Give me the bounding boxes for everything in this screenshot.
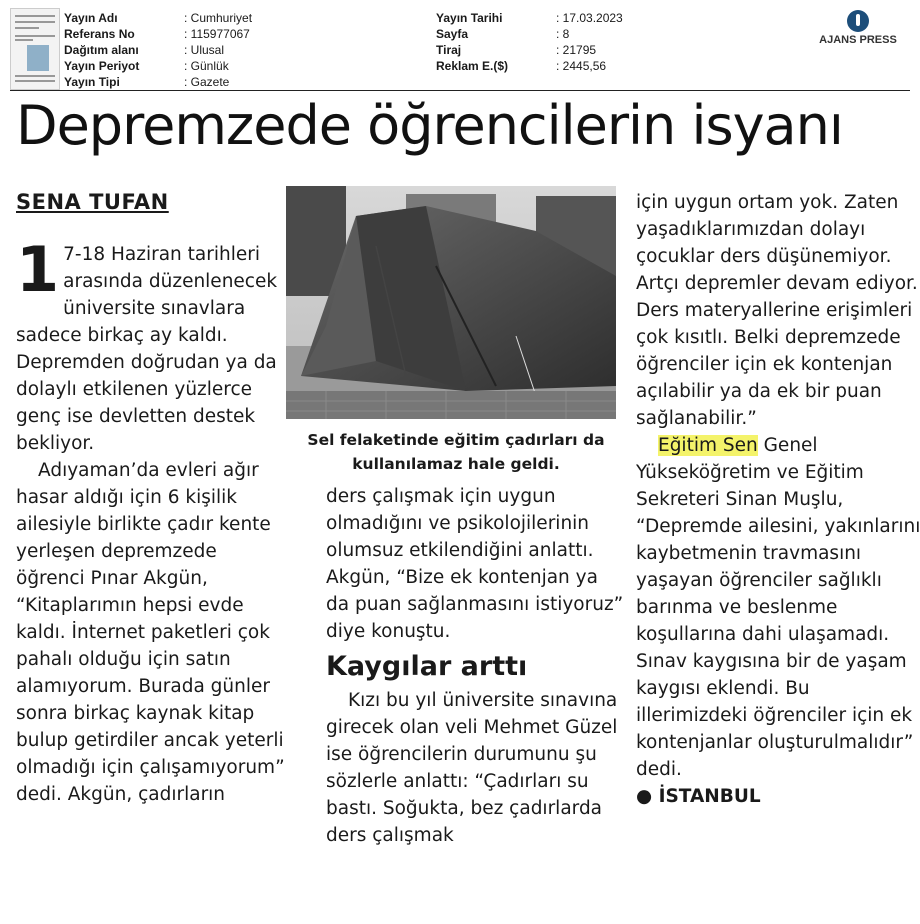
- meta-value: : Ulusal: [184, 43, 225, 57]
- meta-key: Tiraj: [436, 43, 462, 57]
- meta-value: : Gazete: [184, 75, 230, 89]
- meta-key: Sayfa: [436, 27, 469, 41]
- header-divider: [10, 90, 910, 91]
- meta-value: : Günlük: [184, 59, 229, 73]
- meta-key: Yayın Adı: [64, 11, 118, 25]
- article-byline: SENA TUFAN: [16, 190, 169, 214]
- right-metadata: [436, 10, 736, 74]
- meta-value: : 2445,56: [556, 59, 607, 73]
- paragraph: [636, 432, 920, 783]
- paragraph: için uygun ortam yok. Zaten yaşadıklarımızdan dolayı çocuklar ders düşünemiyor. Artçı depremler devam ediyor. Ders materyallerine erişimleri çok kısıtlı. Belki depremzede öğrenciler için ek kontenjan açılabilir ya da ek bir puan sağlanabilir.”: [636, 192, 918, 429]
- meta-value: : 17.03.2023: [556, 11, 623, 25]
- article-photo-tent: [286, 186, 616, 419]
- globe-icon: [847, 10, 869, 32]
- article-title: Depremzede öğrencilerin isyanı: [16, 94, 843, 157]
- meta-value: : 115977067: [184, 27, 250, 41]
- meta-key: Referans No: [64, 27, 135, 41]
- highlighted-keyword: Eğitim Sen: [658, 435, 758, 456]
- clipping-header: [0, 0, 920, 90]
- meta-key: Yayın Tarihi: [436, 11, 503, 25]
- drop-cap: 1: [16, 233, 60, 306]
- dateline: ● İSTANBUL: [636, 786, 761, 807]
- paragraph: ders çalışmak için uygun olmadığını ve psikolojilerinin olumsuz etkilendiğini anlattı. Akgün, “Bize ek kontenjan ya da puan sağlanmasını istiyoruz” diye konuştu.: [326, 486, 624, 642]
- paragraph-text: 7-18 Haziran tarihleri arasında düzenlenecek üniversite sınavlara sadece birkaç ay kaldı. Depremden doğrudan ya da dolaylı etkilenen yüzlerce genç ise devletten destek bekliyor.: [16, 244, 278, 454]
- meta-value: : 21795: [556, 43, 597, 57]
- article-column-3: [636, 189, 920, 810]
- logo-text: AJANS PRESS: [819, 34, 897, 46]
- meta-value: : 8: [556, 27, 570, 41]
- meta-key: Yayın Periyot: [64, 59, 140, 73]
- tent-photo-illustration: [286, 186, 616, 419]
- page-thumbnail: [10, 8, 60, 90]
- left-metadata: [64, 10, 424, 90]
- meta-value: : Cumhuriyet: [184, 11, 253, 25]
- paragraph: Kızı bu yıl üniversite sınavına girecek olan veli Mehmet Güzel ise öğrencilerin durumunu şu sözlerle anlattı: “Çadırları su bastı. Soğukta, bez çadırlarda ders çalışmak: [326, 690, 618, 846]
- ajans-press-logo: [808, 10, 908, 46]
- photo-caption: Sel felaketinde eğitim çadırları da kullanılamaz hale geldi.: [307, 431, 605, 473]
- meta-key: Yayın Tipi: [64, 75, 120, 89]
- paragraph: Adıyaman’da evleri ağır hasar aldığı için 6 kişilik ailesiyle birlikte çadır kente yerleşen depremzede öğrenci Pınar Akgün, “Kitaplarımın hepsi evde kaldı. İnternet paketleri çok pahalı olduğu için satın alamıyorum. Burada günler sonra birkaç kaynak kitap bulup getirdiler ancak yeterli olmadığı için çalışamıyorum” dedi. Akgün, çadırların: [16, 460, 285, 805]
- paragraph-text: Genel Yükseköğretim ve Eğitim Sekreteri Sinan Muşlu, “Depremde ailesini, yakınlarını kaybetmenin travmasını yaşayan öğrenciler sağlıklı barınma ve beslenme koşullarına dahi ulaşamadı. Sınav kaygısına bir de yaşam kaygısı eklendi. Bu illerimizdeki öğrenciler için ek kontenjanlar oluşturulmalıdır” dedi.: [636, 435, 920, 780]
- paragraph: [16, 233, 286, 457]
- article-column-2: [326, 483, 626, 849]
- article-column-1: [16, 233, 286, 808]
- subheading: Kaygılar arttı: [326, 651, 528, 682]
- meta-key: Reklam E.($): [436, 59, 509, 73]
- meta-key: Dağıtım alanı: [64, 43, 139, 57]
